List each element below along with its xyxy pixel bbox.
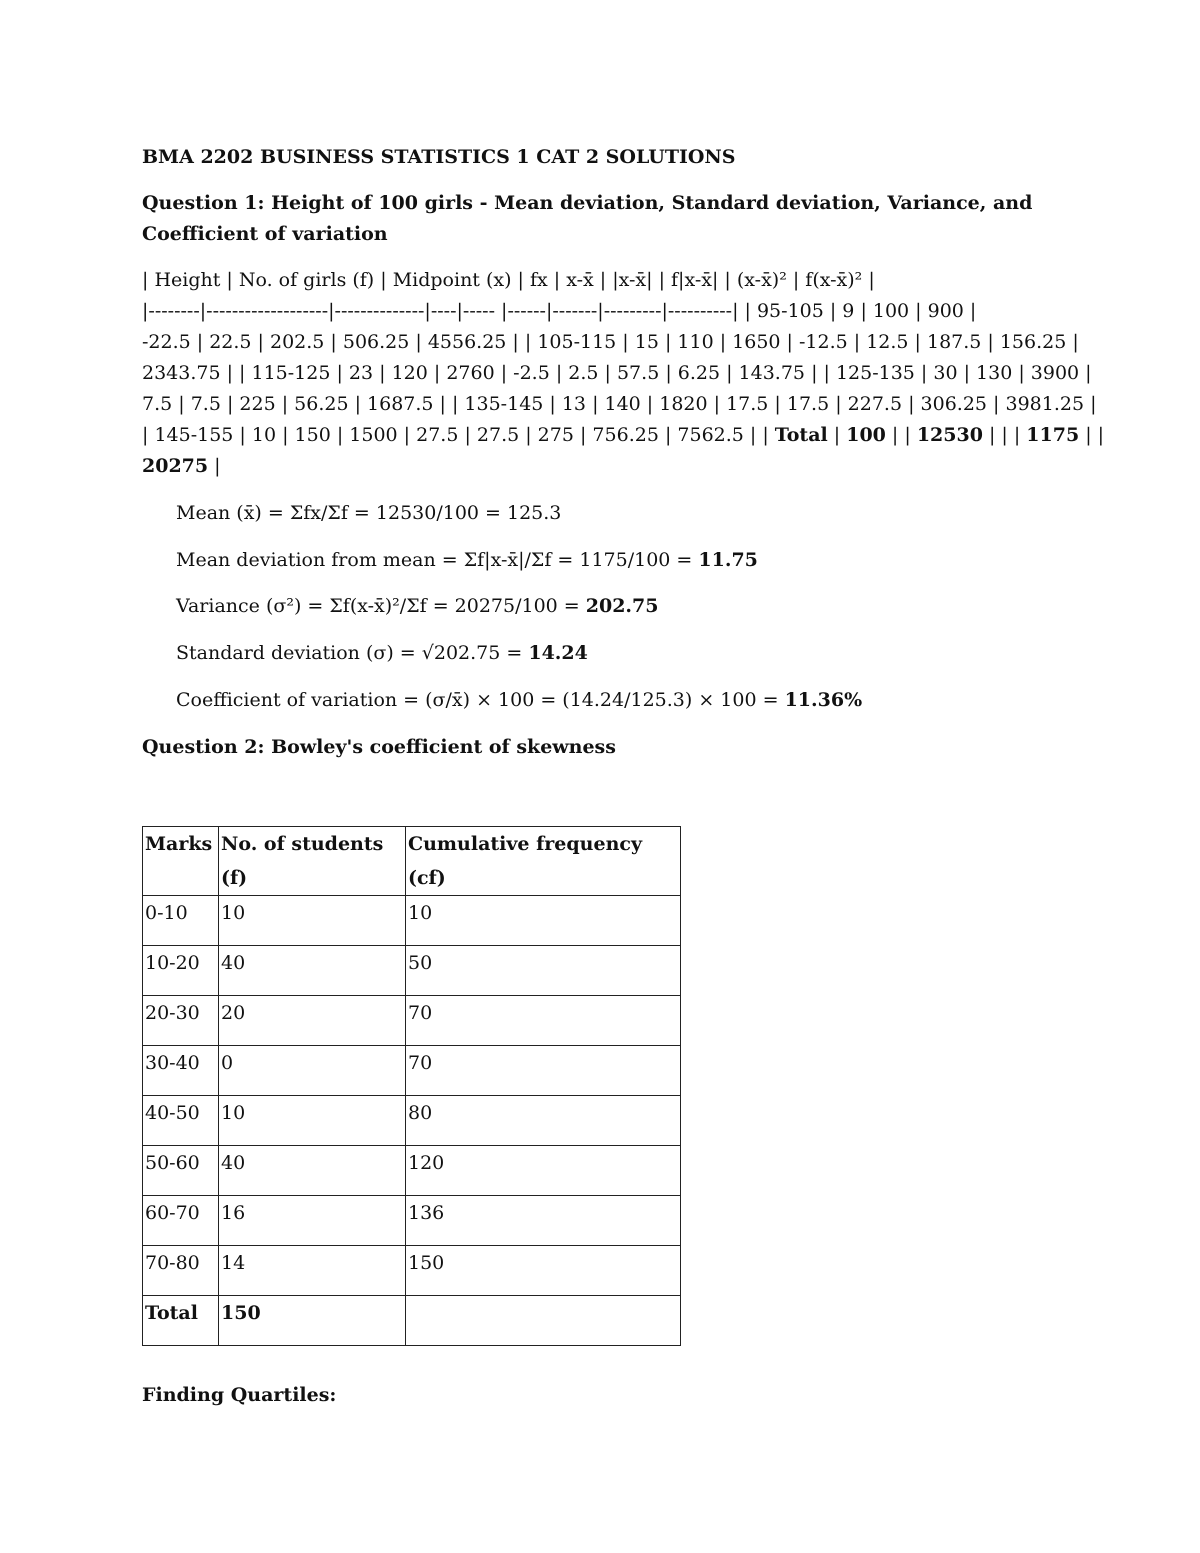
sd-text: Standard deviation (σ) = √202.75 = <box>176 642 529 664</box>
table-cell: 0-10 <box>143 896 219 946</box>
raw-table-line: | 145-155 | 10 | 150 | 1500 | 27.5 | 27.5 | 275 | 756.25 | 7562.5 | | <box>142 424 775 446</box>
mean-deviation-text: Mean deviation from mean = Σf|x-x̄|/Σf = 1175/100 = <box>176 549 699 571</box>
sd-result: 14.24 <box>528 642 588 664</box>
table-cell: 60-70 <box>143 1196 219 1246</box>
question2-heading: Question 2: Bowley's coefficient of skewness <box>142 736 616 758</box>
raw-table-line: | Height | No. of girls (f) | Midpoint (x) | fx | x-x̄ | |x-x̄| | f|x-x̄| | (x-x̄)² | f(x-x̄)² | <box>142 269 875 291</box>
table-cell: 150 <box>406 1246 681 1296</box>
cv-result: 11.36% <box>784 689 863 711</box>
question1-heading-line1: Question 1: Height of 100 girls - Mean deviation, Standard deviation, Variance, and <box>142 192 1033 214</box>
cv-text: Coefficient of variation = (σ/x̄) × 100 = (14.24/125.3) × 100 = <box>176 689 785 711</box>
standard-deviation-formula <box>176 638 588 669</box>
table-cell: 120 <box>406 1146 681 1196</box>
table-cell <box>406 1296 681 1346</box>
raw-total-label: Total <box>774 424 828 446</box>
table-cell: 136 <box>406 1196 681 1246</box>
table-header-cell: Cumulative frequency (cf) <box>406 827 681 896</box>
raw-table-line: |--------|-------------------|--------------|----|----- |------|-------|---------|----------| | 95-105 | 9 | 100 | 900 | <box>142 300 977 322</box>
table-cell: 70 <box>406 996 681 1046</box>
raw-table-line: -22.5 | 22.5 | 202.5 | 506.25 | 4556.25 | | 105-115 | 15 | 110 | 1650 | -12.5 | 12.5 | 187.5 | 156.25 | <box>142 331 1079 353</box>
table-cell: 20-30 <box>143 996 219 1046</box>
table-cell: 40-50 <box>143 1096 219 1146</box>
mean-deviation-formula <box>176 545 758 576</box>
table-cell: 0 <box>219 1046 406 1096</box>
raw-total-fx: 12530 <box>916 424 983 446</box>
table-cell: 50 <box>406 946 681 996</box>
raw-total-fdev: 1175 <box>1026 424 1080 446</box>
table-header-cell: Marks <box>143 827 219 896</box>
table-cell: 80 <box>406 1096 681 1146</box>
raw-table-totals-line: | 145-155 | 10 | 150 | 1500 | 27.5 | 27.5 | 275 | 756.25 | 7562.5 | | Total | 100 | | 12530 | | | 1175 | | <box>142 424 1105 446</box>
table-cell: 16 <box>219 1196 406 1246</box>
raw-table-totals-line-2: 20275 | <box>142 455 221 477</box>
variance-result: 202.75 <box>585 595 659 617</box>
table-cell: 70 <box>406 1046 681 1096</box>
table-cell: 40 <box>219 946 406 996</box>
table-row <box>143 1146 681 1196</box>
finding-quartiles-heading: Finding Quartiles: <box>142 1384 337 1406</box>
table-cell: 10 <box>219 1096 406 1146</box>
table-row <box>143 996 681 1046</box>
table-row <box>143 896 681 946</box>
table-row <box>143 1246 681 1296</box>
table-row <box>143 1196 681 1246</box>
mean-deviation-result: 11.75 <box>698 549 758 571</box>
table-row <box>143 1046 681 1096</box>
table-total-row <box>143 1296 681 1346</box>
raw-total-f: 100 <box>846 424 886 446</box>
table-cell: 40 <box>219 1146 406 1196</box>
table-cell: 70-80 <box>143 1246 219 1296</box>
table-cell: 14 <box>219 1246 406 1296</box>
table-header-cell: No. of students (f) <box>219 827 406 896</box>
mean-formula: Mean (x̄) = Σfx/Σf = 12530/100 = 125.3 <box>176 502 562 524</box>
table-cell: Total <box>143 1296 219 1346</box>
variance-text: Variance (σ²) = Σf(x-x̄)²/Σf = 20275/100 = <box>176 595 586 617</box>
coefficient-of-variation-formula <box>176 685 862 716</box>
raw-table-line: 7.5 | 7.5 | 225 | 56.25 | 1687.5 | | 135-145 | 13 | 140 | 1820 | 17.5 | 17.5 | 227.5 | 306.25 | 3981.25 | <box>142 393 1097 415</box>
variance-formula <box>176 591 658 622</box>
table-cell: 20 <box>219 996 406 1046</box>
table-header-row <box>143 827 681 896</box>
raw-table-line: 2343.75 | | 115-125 | 23 | 120 | 2760 | -2.5 | 2.5 | 57.5 | 6.25 | 143.75 | | 125-135 | 30 | 130 | 3900 | <box>142 362 1092 384</box>
table-cell: 150 <box>219 1296 406 1346</box>
table-row <box>143 946 681 996</box>
table-row <box>143 1096 681 1146</box>
table-cell: 30-40 <box>143 1046 219 1096</box>
question1-heading-line2: Coefficient of variation <box>142 223 388 245</box>
table-cell: 10 <box>219 896 406 946</box>
table-cell: 50-60 <box>143 1146 219 1196</box>
table-cell: 10 <box>406 896 681 946</box>
document-title: BMA 2202 BUSINESS STATISTICS 1 CAT 2 SOLUTIONS <box>142 146 736 168</box>
raw-total-fsq: 20275 <box>142 455 209 477</box>
table-cell: 10-20 <box>143 946 219 996</box>
frequency-table <box>142 826 681 1346</box>
